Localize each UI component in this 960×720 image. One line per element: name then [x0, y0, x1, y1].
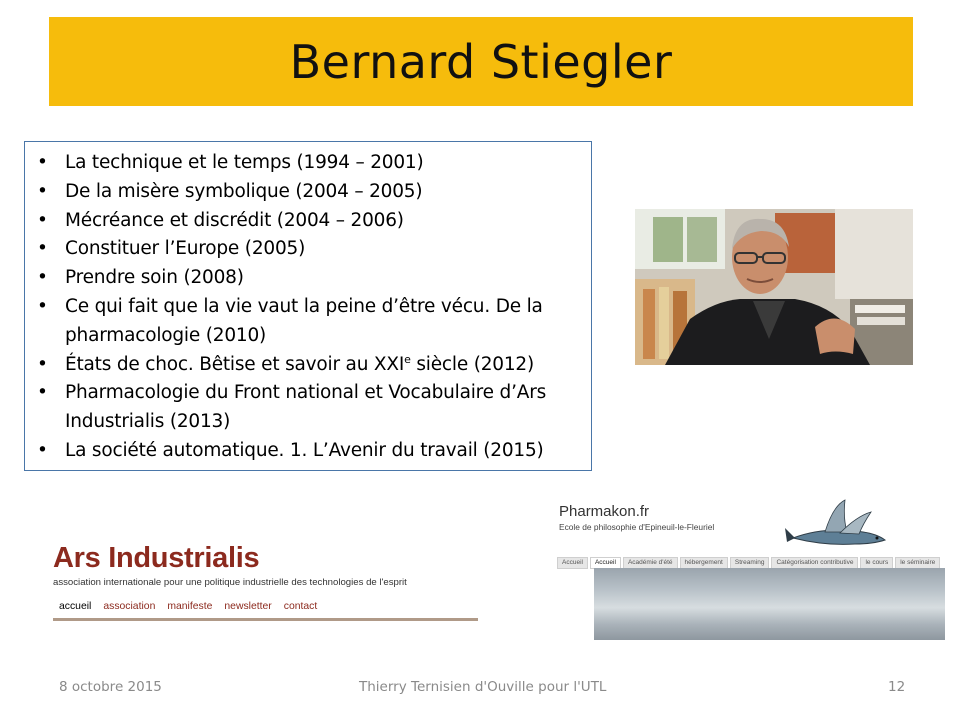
- slide-title: Bernard Stiegler: [289, 34, 673, 89]
- ars-nav-association[interactable]: association: [103, 600, 156, 612]
- book-item: • Constituer l’Europe (2005): [37, 235, 583, 264]
- book-item: • États de choc. Bêtise et savoir au XXIe siècle (2012): [37, 351, 583, 380]
- book-item: • Ce qui fait que la vie vaut la peine d’être vécu. De la pharmacologie (2010): [37, 293, 583, 351]
- ars-nav: [53, 594, 478, 621]
- ars-nav-contact[interactable]: contact: [283, 600, 318, 612]
- pharmakon-tab-streaming[interactable]: Streaming: [730, 557, 770, 569]
- ars-title: Ars Industrialis: [53, 542, 260, 574]
- pharmakon-subtitle: Ecole de philosophie d'Epineuil-le-Fleuriel: [559, 522, 715, 532]
- ars-nav-accueil[interactable]: accueil: [59, 600, 92, 612]
- books-list: [37, 149, 583, 466]
- footer-author: Thierry Ternisien d'Ouville pour l'UTL: [359, 679, 607, 695]
- ars-industrialis-banner: [53, 540, 478, 622]
- book-item: • Prendre soin (2008): [37, 264, 583, 293]
- book-item: • Mécréance et discrédit (2004 – 2006): [37, 207, 583, 236]
- pharmakon-tab-cours[interactable]: le cours: [860, 557, 893, 569]
- ars-nav-newsletter[interactable]: newsletter: [224, 600, 272, 612]
- book-item: • La technique et le temps (1994 – 2001): [37, 149, 583, 178]
- pharmakon-tab-seminaire[interactable]: le séminaire: [895, 557, 940, 569]
- footer-page-number: 12: [888, 679, 906, 695]
- portrait-illustration: [635, 209, 913, 365]
- book-item: • De la misère symbolique (2004 – 2005): [37, 178, 583, 207]
- portrait-photo: [635, 209, 913, 365]
- pharmakon-tab-academie[interactable]: Académie d'été: [623, 557, 678, 569]
- flying-fish-icon: [785, 498, 895, 550]
- footer-date: 8 octobre 2015: [59, 679, 162, 695]
- book-item: • Pharmacologie du Front national et Vocabulaire d’Ars Industrialis (2013): [37, 379, 583, 437]
- pharmakon-tab-accueil[interactable]: Accueil: [557, 557, 588, 569]
- pharmakon-banner: [547, 495, 945, 647]
- pharmakon-title: Pharmakon.fr: [559, 503, 650, 520]
- ars-subtitle: association internationale pour une politique industrielle des technologies de l'esprit: [53, 577, 407, 588]
- pharmakon-tab-hebergement[interactable]: hébergement: [680, 557, 728, 569]
- books-list-box: [24, 141, 592, 471]
- pharmakon-tab-categorisation[interactable]: Catégorisation contributive: [771, 557, 858, 569]
- ars-nav-manifeste[interactable]: manifeste: [167, 600, 213, 612]
- book-item: • La société automatique. 1. L’Avenir du travail (2015): [37, 437, 583, 466]
- pharmakon-tab-accueil-active[interactable]: Accueil: [590, 557, 621, 569]
- title-bar: [49, 17, 913, 106]
- pharmakon-sky-banner: [594, 568, 945, 640]
